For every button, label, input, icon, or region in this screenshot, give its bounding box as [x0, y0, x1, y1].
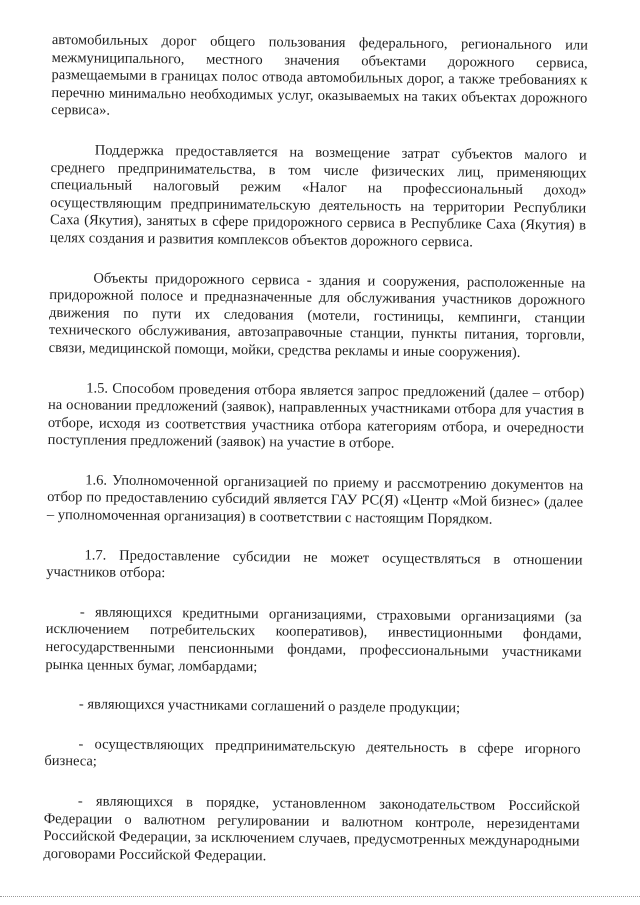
list-item-credit-organizations: - являющихся кредитными организациями, страховыми организациями (за исключением потребительских кооперативов), инвестиционными фондами, негосударственными пенсионными фондами, профессиональными участниками рынка ценных бумаг, ломбардами;	[45, 604, 582, 675]
paragraph-support-description: Поддержка предоставляется на возмещение затрат субъектов малого и среднего предпринимательства, в том числе физических лиц, применяющих специальный налоговый режим «Налог на профессиональный доход» осуществляющим предпринимательскую деятельность на территории Республики Саха (Якутия), занятых в сфере придорожного сервиса в Республике Саха (Якутия) в целях создания и развития комплексов объектов дорожного сервиса.	[49, 142, 587, 251]
paragraph-continuation: автомобильных дорог общего пользования федерального, регионального или межмуниципального, местного значения объектами дорожного сервиса, размещаемыми в границах полос отвода автомобильных дорог, а также требованиях к перечню минимально необходимых услуг, оказываемых на таких объектах дорожного сервиса».	[51, 32, 588, 119]
list-item-non-residents: - являющихся в порядке, установленном законодательством Российской Федерации о валютном регулировании и валютном контроле, нерезидентами Российской Федерации, за исключением случаев, предусмотренных международными договорами Российской Федерации.	[43, 793, 581, 865]
list-item-production-sharing: - являющихся участниками соглашений о разделе продукции;	[78, 696, 461, 717]
scan-edge-line	[0, 895, 640, 897]
paragraph-clause-1-5: 1.5. Способом проведения отбора является запрос предложений (далее – отбор) на основании предложений (заявок), направленных участниками отбора для участия в отборе, исходя из соответствия участника отбора категориям отбора, и очередности поступления предложений (заявок) на участие в отборе.	[47, 379, 585, 452]
list-item-gambling-business: - осуществляющих предпринимательскую деятельность в сфере игорного бизнеса;	[44, 736, 581, 770]
paragraph-clause-1-7: 1.7. Предоставление субсидии не может осуществляться в отношении участников отбора:	[46, 547, 583, 582]
paragraph-roadside-objects: Объекты придорожного сервиса - здания и сооружения, расположенные на придорожной полосе и предназначенные для обслуживания участников дорожного движения по пути их следования (мотели, гостиницы, кемпинги, станции технического обслуживания, автозаправочные станции, пункты питания, торговли, связи, медицинской помощи, мойки, средства рекламы и иные сооружения).	[48, 269, 586, 361]
paragraph-clause-1-6: 1.6. Уполномоченной организацией по приему и рассмотрению документов на отбор по предоставлению субсидий является ГАУ РС(Я) «Центр «Мой бизнес» (далее – уполномоченная организация) в соответствии с настоящим Порядком.	[46, 472, 584, 528]
document-page	[43, 32, 588, 887]
